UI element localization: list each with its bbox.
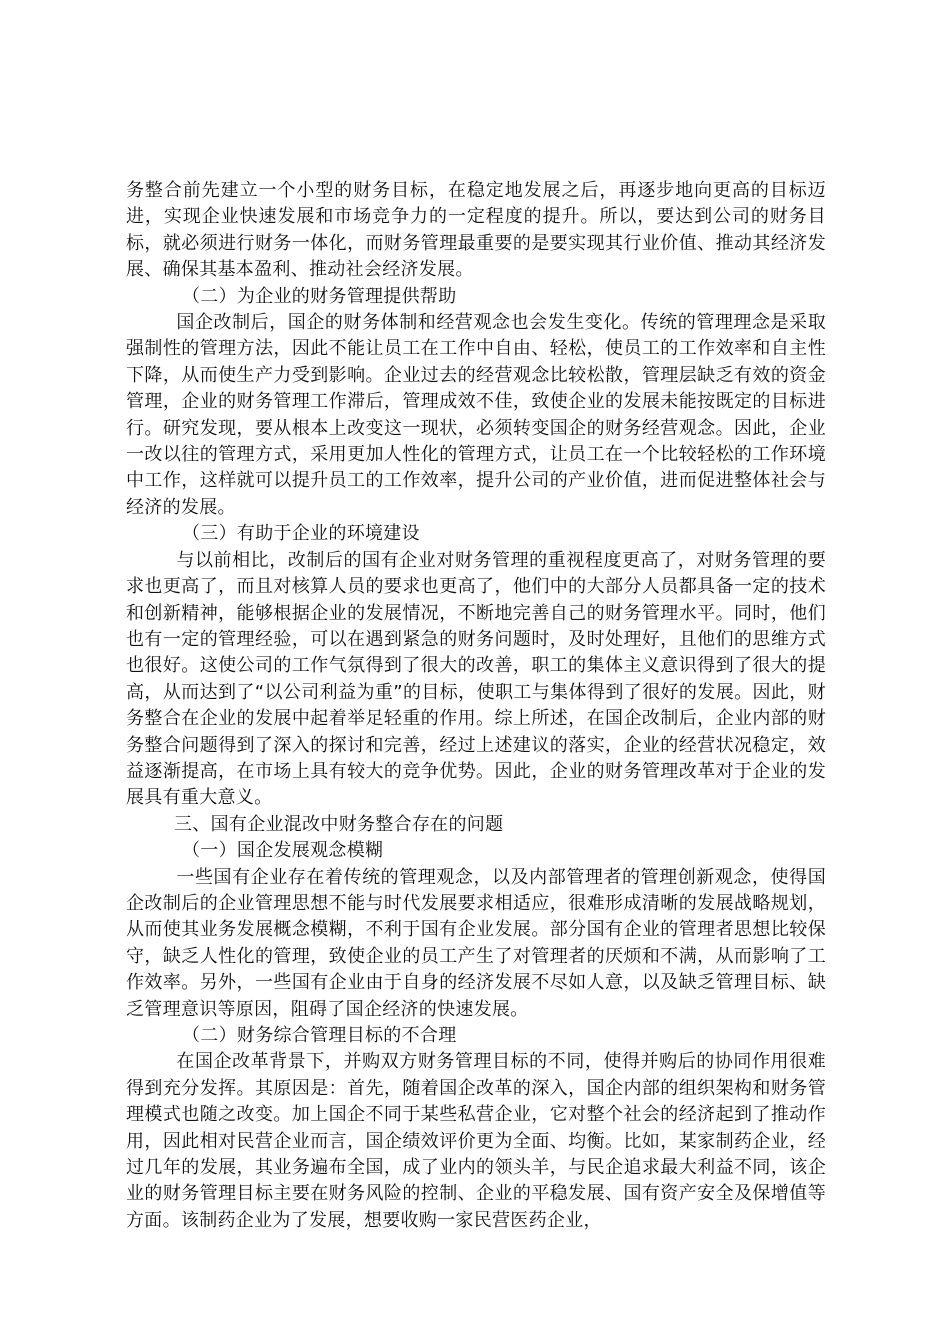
paragraph-environment-building: 与以前相比，改制后的国有企业对财务管理的重视程度更高了，对财务管理的要求也更高了，而且对核算人员的要求也更高了，他们中的大部分人员都具备一定的技术和创新精神，能够根据企业的发展情况，不断地完善自己的财务管理水平。同时，他们也有一定的管理经验，可以在遇到紧急的财务问题时，及时处理好，且他们的思维方式也很好。这使公司的工作气氛得到了很大的改善，职工的集体主义意识得到了很大的提高，从而达到了“以公司利益为重”的目标，使职工与集体得到了很好的发展。因此，财务整合在企业的发展中起着举足轻重的作用。综上所述，在国企改制后，企业内部的财务整合问题得到了深入的探讨和完善，经过上述建议的落实，企业的经营状况稳定，效益逐渐提高，在市场上具有较大的竞争优势。因此，企业的财务管理改革对于企业的发展具有重大意义。: [126, 549, 826, 809]
section-heading-1-vague-concepts: （一）国企发展观念模糊: [182, 840, 384, 862]
section-heading-3: （三）有助于企业的环境建设: [182, 523, 420, 545]
paragraph-financial-management-help: 国企改制后，国企的财务体制和经营观念也会发生变化。传统的管理理念是采取强制性的管理方法，因此不能让员工在工作中自由、轻松，使员工的工作效率和自主性下降，从而使生产力受到影响。企业过去的经营观念比较松散，管理层缺乏有效的资金管理，企业的财务管理工作滞后，管理成效不佳，致使企业的发展未能按既定的目标进行。研究发现，要从根本上改变这一现状，必须转变国企的财务经营观念。因此，企业一改以往的管理方式，采用更加人性化的管理方式，让员工在一个比较轻松的工作环境中工作，这样就可以提升员工的工作效率，提升公司的产业价值，进而促进整体社会与经济的发展。: [126, 312, 826, 518]
paragraph-vague-concepts: 一些国有企业存在着传统的管理观念，以及内部管理者的管理创新观念，使得国企改制后的企业管理思想不能与时代发展要求相适应，很难形成清晰的发展战略规划，从而使其业务发展概念模糊，不利于国有企业发展。部分国有企业的管理者思想比较保守，缺乏人性化的管理，致使企业的员工产生了对管理者的厌烦和不满，从而影响了工作效率。另外，一些国有企业由于自身的经济发展不尽如人意，以及缺乏管理目标、缺乏管理意识等原因，阻碍了国企经济的快速发展。: [126, 866, 826, 1020]
paragraph-intro-continued: 务整合前先建立一个小型的财务目标，在稳定地发展之后，再逐步地向更高的目标迈进，实现企业快速发展和市场竞争力的一定程度的提升。所以，要达到公司的财务目标，就必须进行财务一体化，而财务管理最重要的是要实现其行业价值、推动其经济发展、确保其基本盈利、推动社会经济发展。: [126, 180, 826, 281]
paragraph-unreasonable-goals: 在国企改革背景下，并购双方财务管理目标的不同，使得并购后的协同作用很难得到充分发挥。其原因是：首先，随着国企改革的深入，国企内部的组织架构和财务管理模式也随之改变。加上国企不同于某些私营企业，它对整个社会的经济起到了推动作用，因此相对民营企业而言，国企绩效评价更为全面、均衡。比如，某家制药企业，经过几年的发展，其业务遍布全国，成了业内的领头羊，与民企追求最大利益不同，该企业的财务管理目标主要在财务风险的控制、企业的平稳发展、国有资产安全及保增值等方面。该制药企业为了发展，想要收购一家民营医药企业，: [126, 1051, 826, 1231]
section-heading-2-unreasonable-goals: （二）财务综合管理目标的不合理: [182, 1025, 457, 1046]
document-page: [126, 178, 826, 1234]
section-heading-2: （二）为企业的财务管理提供帮助: [182, 285, 457, 307]
chapter-heading-3: 三、国有企业混改中财务整合存在的问题: [174, 813, 504, 835]
